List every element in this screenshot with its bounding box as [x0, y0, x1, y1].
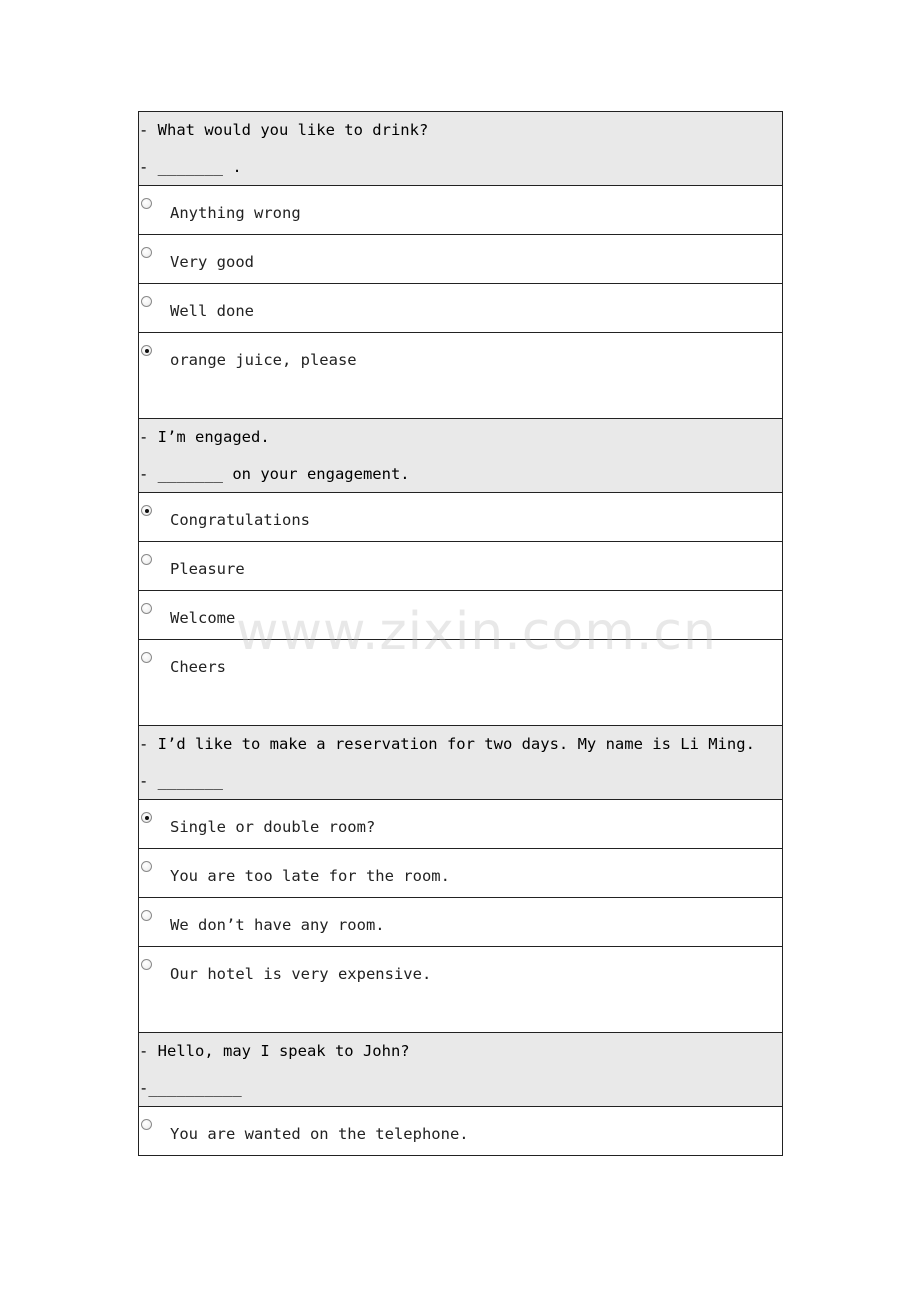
option-label: orange juice, please [170, 351, 357, 369]
option-row[interactable] [139, 800, 782, 849]
question-prompt: - What would you like to drink? [139, 121, 429, 139]
question-prompt: - I’d like to make a reservation for two days. My name is Li Ming. [139, 735, 755, 753]
option-row[interactable] [139, 1107, 782, 1155]
question-3-header [139, 726, 782, 800]
radio-button-selected[interactable] [141, 505, 152, 516]
option-row[interactable] [139, 333, 782, 419]
option-row[interactable] [139, 640, 782, 726]
option-row[interactable] [139, 947, 782, 1033]
question-prompt: - Hello, may I speak to John? [139, 1042, 410, 1060]
option-label: Anything wrong [170, 204, 301, 222]
option-label: Single or double room? [170, 818, 376, 836]
option-label: Well done [170, 302, 254, 320]
radio-button[interactable] [141, 603, 152, 614]
radio-button-selected[interactable] [141, 812, 152, 823]
question-answer-line: - _______ [139, 772, 223, 790]
option-label: We don’t have any room. [170, 916, 385, 934]
option-label: Cheers [170, 658, 226, 676]
radio-button[interactable] [141, 1119, 152, 1130]
option-label: You are wanted on the telephone. [170, 1125, 469, 1143]
radio-button[interactable] [141, 247, 152, 258]
option-label: Pleasure [170, 560, 245, 578]
option-row[interactable] [139, 284, 782, 333]
question-2-header [139, 419, 782, 493]
question-answer-line: - _______ . [139, 158, 242, 176]
question-answer-line: -__________ [139, 1079, 242, 1097]
option-label: Our hotel is very expensive. [170, 965, 432, 983]
radio-button[interactable] [141, 198, 152, 209]
option-label: Welcome [170, 609, 236, 627]
watermark: www.zixin.com.cn [236, 602, 717, 662]
option-row[interactable] [139, 898, 782, 947]
option-label: Very good [170, 253, 254, 271]
option-row[interactable] [139, 186, 782, 235]
radio-button[interactable] [141, 910, 152, 921]
option-row[interactable] [139, 542, 782, 591]
question-4-header [139, 1033, 782, 1107]
radio-button-selected[interactable] [141, 345, 152, 356]
option-label: Congratulations [170, 511, 310, 529]
option-row[interactable] [139, 235, 782, 284]
question-answer-line: - _______ on your engagement. [139, 465, 410, 483]
radio-button[interactable] [141, 296, 152, 307]
radio-button[interactable] [141, 959, 152, 970]
radio-button[interactable] [141, 554, 152, 565]
question-1-header [139, 112, 782, 186]
option-row[interactable] [139, 849, 782, 898]
radio-button[interactable] [141, 652, 152, 663]
question-prompt: - I’m engaged. [139, 428, 270, 446]
option-row[interactable] [139, 591, 782, 640]
quiz-table [138, 111, 783, 1156]
option-label: You are too late for the room. [170, 867, 450, 885]
radio-button[interactable] [141, 861, 152, 872]
option-row[interactable] [139, 493, 782, 542]
